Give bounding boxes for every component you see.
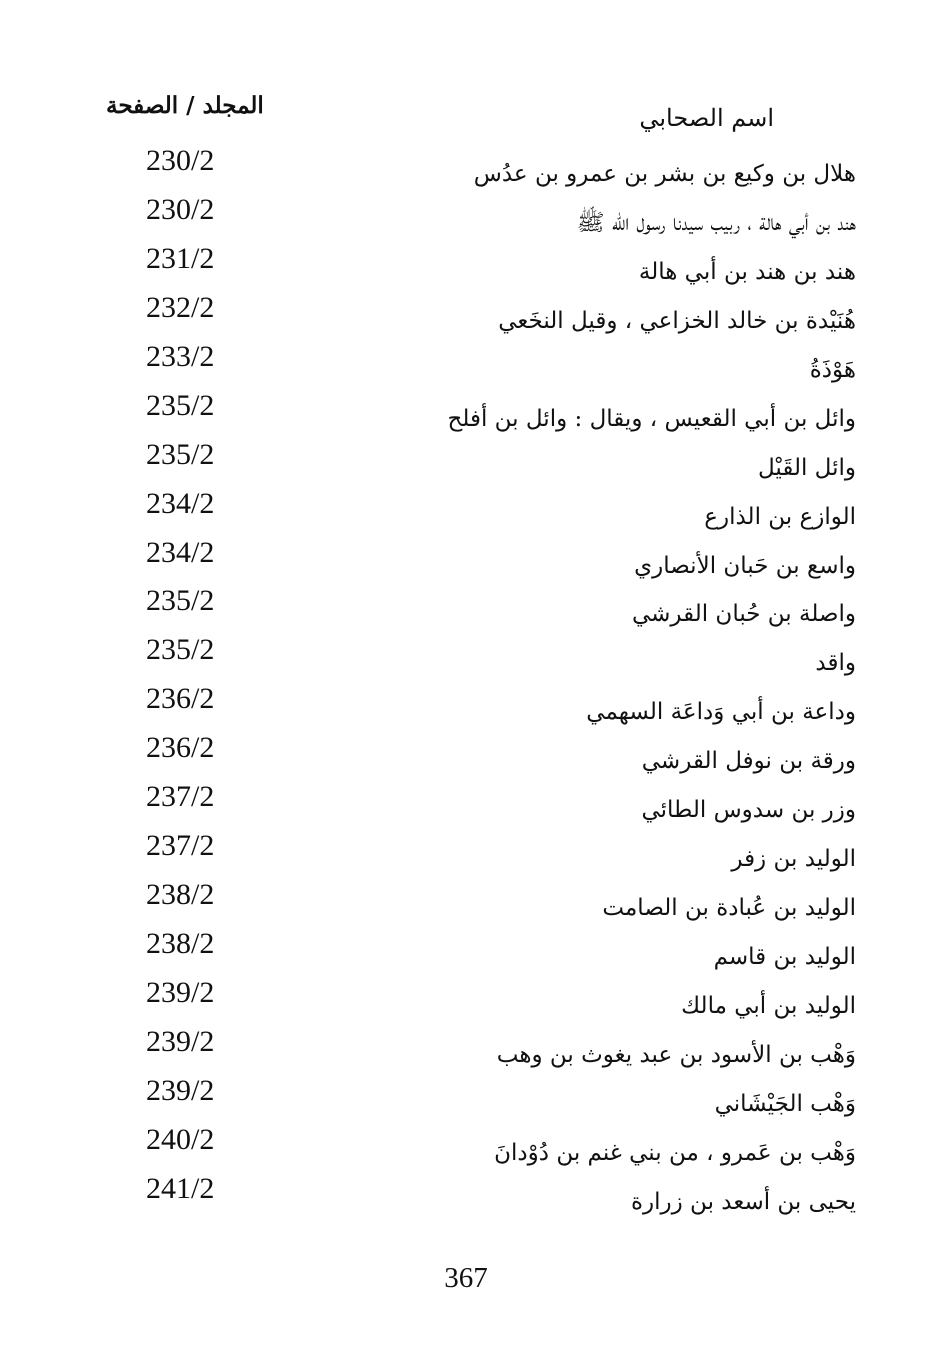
list-item [96,976,856,1025]
companion-name: هند بن هند بن أبي هالة [638,258,856,285]
volume-page-ref: 234/2 [146,535,215,569]
list-item [96,780,856,829]
list-item [96,193,856,242]
list-item [96,682,856,731]
list-item [96,144,856,193]
volume-page-ref: 236/2 [146,682,215,716]
companion-name: وزر بن سدوس الطائي [641,797,856,824]
volume-page-ref: 239/2 [146,1073,215,1107]
list-item [96,633,856,682]
companion-name: واصلة بن حُبان القرشي [631,601,856,628]
companion-name: وائل بن أبي القعيس ، ويقال : وائل بن أفلح [447,405,856,432]
volume-page-ref: 235/2 [146,437,215,471]
companion-name: هَوْذَةُ [809,356,856,383]
volume-page-ref: 230/2 [146,144,215,177]
list-item [96,1172,856,1221]
list-item [96,487,856,536]
list-item [96,1123,856,1172]
entries-list [96,144,856,1221]
list-item [96,829,856,878]
list-item [96,1074,856,1123]
volume-page-ref: 233/2 [146,339,215,373]
volume-page-ref: 235/2 [146,633,215,667]
list-item [96,340,856,389]
companion-name: هُنَيْدة بن خالد الخزاعي ، وقيل النخَعي [498,307,856,334]
table-header [96,92,856,140]
companion-name: ورقة بن نوفل القرشي [641,748,856,775]
volume-page-ref: 240/2 [146,1122,215,1156]
list-item [96,438,856,487]
list-item [96,927,856,976]
companion-name: الوليد بن عُبادة بن الصامت [602,895,856,922]
volume-page-ref: 237/2 [146,829,215,863]
volume-page-ref: 234/2 [146,486,215,520]
companion-name: واسع بن حَبان الأنصاري [634,552,856,579]
volume-page-ref: 238/2 [146,927,215,960]
companion-name: الوليد بن قاسم [713,944,856,970]
volume-page-ref: 231/2 [146,241,215,275]
volume-page-ref: 235/2 [146,388,215,422]
companion-name: هلال بن وكيع بن بشر بن عمرو بن عدُس [473,161,856,187]
list-item [96,536,856,585]
list-item [96,389,856,438]
volume-page-ref: 232/2 [146,290,215,324]
volume-page-ref: 239/2 [146,1024,215,1058]
companion-name: وائل القَيْل [757,454,856,481]
volume-page-ref: 230/2 [146,192,215,226]
companion-name: واقد [815,650,856,677]
volume-page-ref: 237/2 [146,780,215,814]
companion-name: وَهْب بن عَمرو ، من بني غنم بن دُوْدانَ [494,1139,856,1166]
companion-name: الوازع بن الذارع [704,503,856,530]
companion-name: يحيى بن أسعد بن زرارة [630,1188,856,1215]
volume-page-ref: 239/2 [146,975,215,1009]
list-item [96,291,856,340]
page-number: 367 [444,1262,488,1294]
list-item [96,584,856,633]
list-item [96,242,856,291]
companion-name: الوليد بن زفر [731,846,856,873]
column-header-volume-page: المجلد / الصفحة [106,92,264,119]
volume-page-ref: 236/2 [146,731,215,765]
list-item [96,731,856,780]
column-header-companion-name: اسم الصحابي [639,104,774,132]
list-item [96,1025,856,1074]
volume-page-ref: 238/2 [146,878,215,912]
companion-name: الوليد بن أبي مالك [681,992,856,1019]
volume-page-ref: 241/2 [146,1171,215,1205]
companion-name: وداعة بن أبي وَداعَة السهمي [586,699,856,726]
list-item [96,878,856,927]
companion-name: وَهْب الجَيْشَاني [714,1090,856,1117]
volume-page-ref: 235/2 [146,584,215,618]
companion-name: وَهْب بن الأسود بن عبد يغوث بن وهب [496,1041,856,1068]
companion-name: هند بن أبي هالة ، ربيب سيدنا رسول الله ﷺ [576,209,856,236]
